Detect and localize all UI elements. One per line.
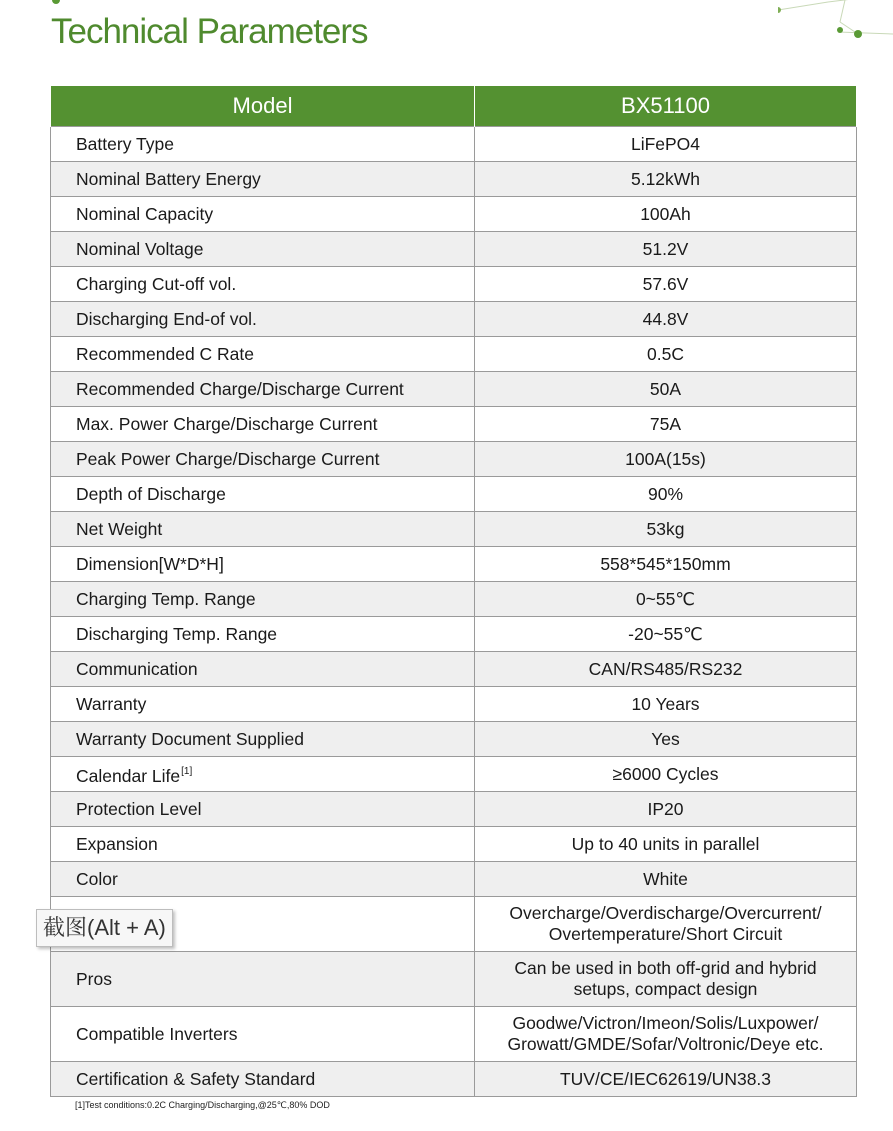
row-value: 51.2V <box>475 232 857 267</box>
table-row <box>51 197 857 232</box>
table-row <box>51 862 857 897</box>
row-value: 558*545*150mm <box>475 547 857 582</box>
row-value: White <box>475 862 857 897</box>
table-row <box>51 687 857 722</box>
row-label: Peak Power Charge/Discharge Current <box>51 442 475 477</box>
row-value: Yes <box>475 722 857 757</box>
table-row <box>51 162 857 197</box>
row-value: 0~55℃ <box>475 582 857 617</box>
table-row <box>51 512 857 547</box>
row-label: Charging Cut-off vol. <box>51 267 475 302</box>
header-model-value: BX51100 <box>475 86 857 127</box>
row-label: Protection Level <box>51 792 475 827</box>
row-label: Battery Type <box>51 127 475 162</box>
table-row <box>51 372 857 407</box>
footnote-ref: [1] <box>181 766 193 777</box>
table-row <box>51 407 857 442</box>
row-label-text: Calendar Life <box>76 766 181 786</box>
row-value: 90% <box>475 477 857 512</box>
row-label: Communication <box>51 652 475 687</box>
table-row <box>51 652 857 687</box>
table-row <box>51 952 857 1007</box>
network-decoration <box>778 0 893 60</box>
row-label: Discharging Temp. Range <box>51 617 475 652</box>
page-title: Technical Parameters <box>51 12 368 51</box>
row-label: Dimension[W*D*H] <box>51 547 475 582</box>
row-label: Nominal Voltage <box>51 232 475 267</box>
row-value: IP20 <box>475 792 857 827</box>
row-value-line: setups, compact design <box>573 979 758 999</box>
row-value-line: Overcharge/Overdischarge/Overcurrent/ <box>509 903 822 923</box>
row-value-multiline <box>475 897 857 952</box>
row-label: Recommended C Rate <box>51 337 475 372</box>
row-label: Discharging End-of vol. <box>51 302 475 337</box>
table-row <box>51 722 857 757</box>
row-label: Nominal Capacity <box>51 197 475 232</box>
row-label: Color <box>51 862 475 897</box>
row-value-line: Growatt/GMDE/Sofar/Voltronic/Deye etc. <box>507 1034 824 1054</box>
row-value: 50A <box>475 372 857 407</box>
row-label: Compatible Inverters <box>51 1007 475 1062</box>
row-value: TUV/CE/IEC62619/UN38.3 <box>475 1062 857 1097</box>
row-label: Max. Power Charge/Discharge Current <box>51 407 475 442</box>
table-row <box>51 232 857 267</box>
row-label: Warranty Document Supplied <box>51 722 475 757</box>
table-row <box>51 1062 857 1097</box>
row-value-line: Goodwe/Victron/Imeon/Solis/Luxpower/ <box>512 1013 819 1033</box>
row-value-multiline <box>475 1007 857 1062</box>
header-model-label: Model <box>51 86 475 127</box>
row-label: Recommended Charge/Discharge Current <box>51 372 475 407</box>
row-value: 57.6V <box>475 267 857 302</box>
table-row <box>51 827 857 862</box>
row-value: 44.8V <box>475 302 857 337</box>
table-row <box>51 757 857 792</box>
row-label: Expansion <box>51 827 475 862</box>
row-value: LiFePO4 <box>475 127 857 162</box>
row-label: Certification & Safety Standard <box>51 1062 475 1097</box>
table-row <box>51 1007 857 1062</box>
table-row <box>51 582 857 617</box>
table-row <box>51 617 857 652</box>
row-value: 53kg <box>475 512 857 547</box>
row-value: 100Ah <box>475 197 857 232</box>
row-value: ≥6000 Cycles <box>475 757 857 792</box>
screenshot-tooltip: 截图(Alt + A) <box>36 909 173 947</box>
row-value: 10 Years <box>475 687 857 722</box>
row-value-line: Overtemperature/Short Circuit <box>548 924 783 944</box>
row-label: Pros <box>51 952 475 1007</box>
table-row <box>51 302 857 337</box>
title-accent-dot <box>52 0 60 4</box>
row-value: 75A <box>475 407 857 442</box>
table-row <box>51 127 857 162</box>
table-row <box>51 547 857 582</box>
row-value: Up to 40 units in parallel <box>475 827 857 862</box>
row-label: Warranty <box>51 687 475 722</box>
row-value-multiline <box>475 952 857 1007</box>
row-value: 100A(15s) <box>475 442 857 477</box>
table-row <box>51 477 857 512</box>
row-label: Depth of Discharge <box>51 477 475 512</box>
row-label-calendar-life <box>51 757 475 792</box>
table-row <box>51 267 857 302</box>
table-row <box>51 792 857 827</box>
table-row <box>51 337 857 372</box>
table-row <box>51 442 857 477</box>
row-value-line: Can be used in both off-grid and hybrid <box>514 958 817 978</box>
table-header-row <box>51 86 857 127</box>
row-value: 5.12kWh <box>475 162 857 197</box>
footnote: [1]Test conditions:0.2C Charging/Discharging,@25℃,80% DOD <box>75 1100 330 1110</box>
row-label: Charging Temp. Range <box>51 582 475 617</box>
row-value: -20~55℃ <box>475 617 857 652</box>
row-value: CAN/RS485/RS232 <box>475 652 857 687</box>
row-label: Net Weight <box>51 512 475 547</box>
row-value: 0.5C <box>475 337 857 372</box>
row-label: Nominal Battery Energy <box>51 162 475 197</box>
